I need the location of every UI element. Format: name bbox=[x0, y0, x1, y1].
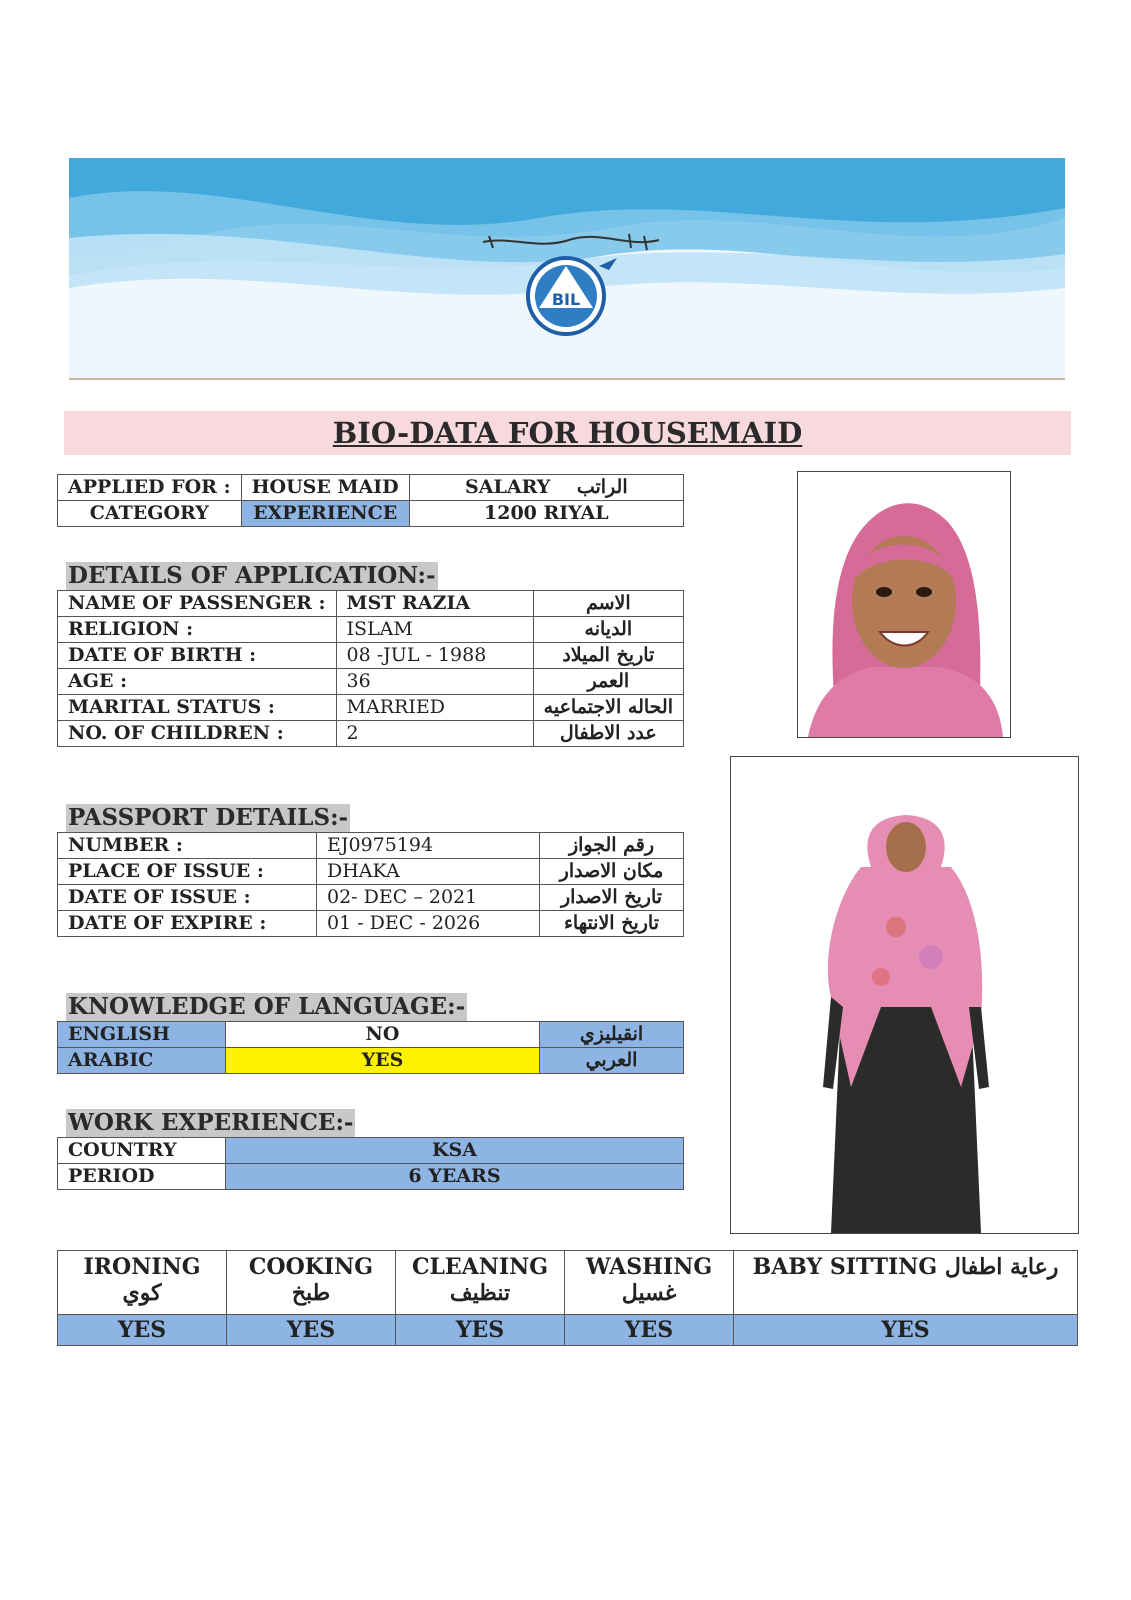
skill-name-ar: تنظيف bbox=[449, 1280, 511, 1306]
arabic-cell: العربي bbox=[540, 1048, 684, 1074]
label-cell: AGE : bbox=[58, 669, 337, 695]
arabic-cell: العمر bbox=[533, 669, 683, 695]
arabic-cell: عدد الاطفال bbox=[533, 721, 683, 747]
arabic-cell: تاريخ الانتهاء bbox=[540, 911, 684, 937]
language-label: ENGLISH bbox=[58, 1022, 226, 1048]
experience-label: COUNTRY bbox=[58, 1138, 226, 1164]
language-value: NO bbox=[226, 1022, 540, 1048]
skills-header-row bbox=[58, 1251, 1078, 1315]
skill-header bbox=[565, 1251, 734, 1315]
portrait-photo bbox=[797, 471, 1011, 738]
table-row bbox=[58, 591, 684, 617]
applied-for-value: HOUSE MAID bbox=[241, 475, 409, 501]
label-cell: NO. OF CHILDREN : bbox=[58, 721, 337, 747]
skill-name: WASHING bbox=[585, 1254, 713, 1280]
label-cell: DATE OF ISSUE : bbox=[58, 885, 317, 911]
value-cell: DHAKA bbox=[317, 859, 540, 885]
skill-name-ar: طبخ bbox=[291, 1280, 331, 1306]
label-cell: MARITAL STATUS : bbox=[58, 695, 337, 721]
skill-name-ar: كوي bbox=[122, 1280, 162, 1306]
table-row bbox=[58, 669, 684, 695]
applied-for-label: APPLIED FOR : bbox=[58, 475, 242, 501]
table-row bbox=[58, 833, 684, 859]
experience-label: PERIOD bbox=[58, 1164, 226, 1190]
language-heading: KNOWLEDGE OF LANGUAGE:- bbox=[68, 993, 466, 1020]
arabic-cell: انقيليزي bbox=[540, 1022, 684, 1048]
skill-header bbox=[396, 1251, 565, 1315]
salary-value: 1200 RIYAL bbox=[409, 501, 683, 527]
table-row bbox=[58, 1048, 684, 1074]
skill-name: IRONING bbox=[83, 1254, 201, 1280]
language-label: ARABIC bbox=[58, 1048, 226, 1074]
passport-heading: PASSPORT DETAILS:- bbox=[68, 804, 349, 831]
label-cell: PLACE OF ISSUE : bbox=[58, 859, 317, 885]
table-row bbox=[58, 1164, 684, 1190]
skill-value: YES bbox=[565, 1315, 734, 1346]
skill-name-ar: رعاية اطفال bbox=[944, 1254, 1059, 1280]
skill-value: YES bbox=[58, 1315, 227, 1346]
header-banner bbox=[69, 158, 1065, 380]
arabic-cell: رقم الجواز bbox=[540, 833, 684, 859]
table-row bbox=[58, 695, 684, 721]
value-cell: MST RAZIA bbox=[336, 591, 533, 617]
full-body-photo bbox=[730, 756, 1079, 1234]
skill-value: YES bbox=[734, 1315, 1078, 1346]
skill-name: BABY SITTING bbox=[752, 1254, 938, 1280]
salary-label-ar: الراتب bbox=[576, 476, 628, 498]
banner-divider bbox=[69, 378, 1065, 380]
value-cell: 2 bbox=[336, 721, 533, 747]
value-cell: 02- DEC – 2021 bbox=[317, 885, 540, 911]
table-row bbox=[58, 643, 684, 669]
arabic-cell: الديانه bbox=[533, 617, 683, 643]
arabic-cell: تاريخ الميلاد bbox=[533, 643, 683, 669]
table-row bbox=[58, 911, 684, 937]
skills-value-row bbox=[58, 1315, 1078, 1346]
category-label: CATEGORY bbox=[58, 501, 242, 527]
skill-value: YES bbox=[227, 1315, 396, 1346]
salary-label: SALARY bbox=[465, 476, 551, 498]
table-row bbox=[58, 721, 684, 747]
experience-table bbox=[57, 1137, 684, 1190]
arabic-cell: الحاله الاجتماعيه bbox=[533, 695, 683, 721]
skills-table bbox=[57, 1250, 1078, 1346]
application-heading: DETAILS OF APPLICATION:- bbox=[68, 562, 436, 589]
arabic-cell: الاسم bbox=[533, 591, 683, 617]
value-cell: 36 bbox=[336, 669, 533, 695]
table-row bbox=[58, 617, 684, 643]
logo-letters: BIL bbox=[551, 290, 581, 309]
passport-table bbox=[57, 832, 684, 937]
label-cell: DATE OF EXPIRE : bbox=[58, 911, 317, 937]
skill-value: YES bbox=[396, 1315, 565, 1346]
skill-header bbox=[58, 1251, 227, 1315]
title-band bbox=[64, 411, 1071, 455]
label-cell: RELIGION : bbox=[58, 617, 337, 643]
value-cell: 01 - DEC - 2026 bbox=[317, 911, 540, 937]
page-title: BIO-DATA FOR HOUSEMAID bbox=[332, 416, 803, 450]
salary-label-cell bbox=[409, 475, 683, 501]
skill-header bbox=[734, 1251, 1078, 1315]
experience-value: KSA bbox=[226, 1138, 684, 1164]
table-row bbox=[58, 885, 684, 911]
skill-header bbox=[227, 1251, 396, 1315]
value-cell: EJ0975194 bbox=[317, 833, 540, 859]
skill-name: CLEANING bbox=[411, 1254, 549, 1280]
table-row bbox=[58, 859, 684, 885]
table-row bbox=[58, 1138, 684, 1164]
experience-value: 6 YEARS bbox=[226, 1164, 684, 1190]
label-cell: NUMBER : bbox=[58, 833, 317, 859]
label-cell: DATE OF BIRTH : bbox=[58, 643, 337, 669]
arabic-cell: مكان الاصدار bbox=[540, 859, 684, 885]
value-cell: MARRIED bbox=[336, 695, 533, 721]
language-table bbox=[57, 1021, 684, 1074]
table-row bbox=[58, 1022, 684, 1048]
language-value: YES bbox=[226, 1048, 540, 1074]
category-value: EXPERIENCE bbox=[241, 501, 409, 527]
applied-for-table bbox=[57, 474, 684, 527]
value-cell: ISLAM bbox=[336, 617, 533, 643]
experience-heading: WORK EXPERIENCE:- bbox=[68, 1109, 354, 1136]
arabic-cell: تاريخ الاصدار bbox=[540, 885, 684, 911]
application-table bbox=[57, 590, 684, 747]
skill-name: COOKING bbox=[248, 1254, 374, 1280]
label-cell: NAME OF PASSENGER : bbox=[58, 591, 337, 617]
value-cell: 08 -JUL - 1988 bbox=[336, 643, 533, 669]
skill-name-ar: غسيل bbox=[621, 1280, 677, 1306]
